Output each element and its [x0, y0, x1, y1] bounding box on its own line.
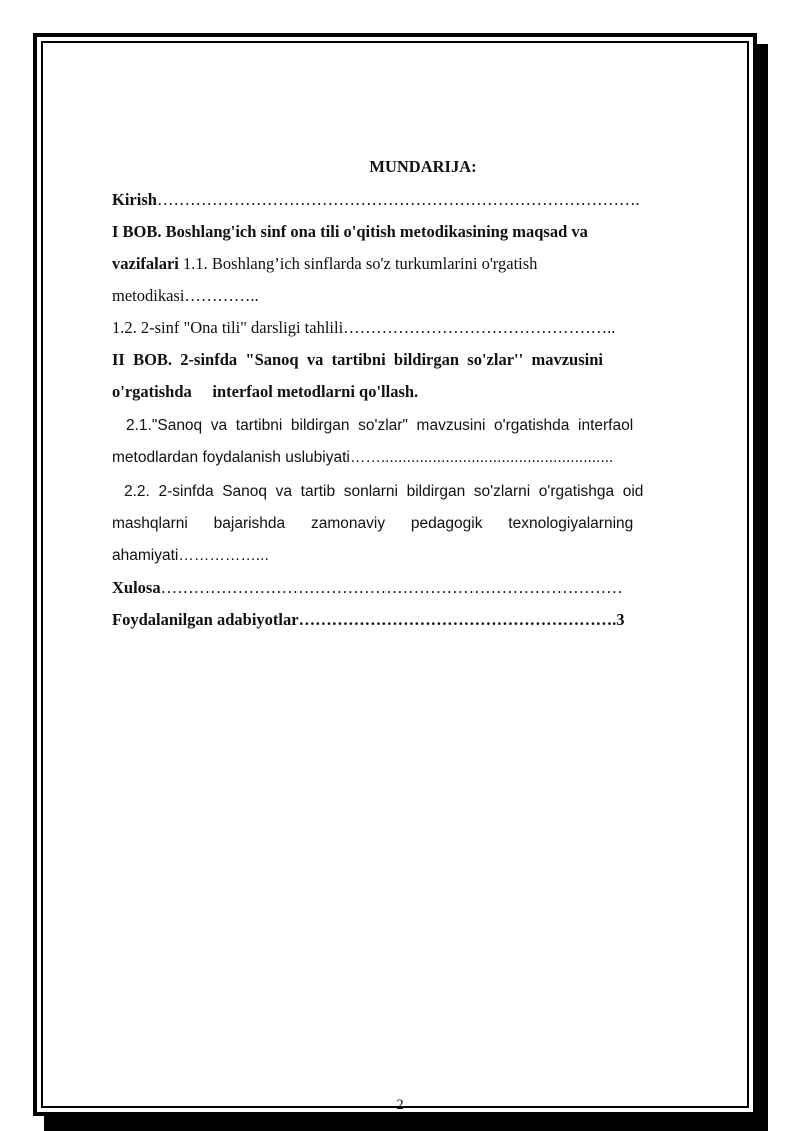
toc-entry-label: Xulosa — [112, 578, 161, 597]
page-number: 2 — [396, 1097, 404, 1113]
toc-entry-chapter-2-cont[interactable]: o'rgatishda interfaol metodlarni qo'llash. — [112, 382, 419, 401]
toc-entry-section-1-2[interactable]: 1.2. 2-sinf "Ona tili" darsligi tahlili………………………………………….. — [112, 318, 616, 337]
toc-entry-chapter-2[interactable]: II BOB. 2-sinfda "Sanoq va tartibni bildirgan so'zlar'' mavzusini — [112, 350, 603, 369]
toc-entry-section-2-1-cont[interactable]: metodlardan foydalanish uslubiyati……...................................................... — [112, 449, 614, 466]
toc-title: MUNDARIJA: — [369, 157, 477, 176]
toc-entry-section-2-2-end[interactable]: ahamiyati……………... — [112, 547, 269, 564]
table-of-contents — [112, 150, 734, 636]
toc-entry-chapter-1-cont[interactable] — [112, 248, 734, 280]
toc-entry-section-1-1: 1.1. Boshlang’ich sinflarda so'z turkumlarini o'rgatish — [178, 254, 538, 273]
toc-entry-xulosa[interactable] — [112, 572, 734, 604]
toc-entry-label: vazifalari — [112, 254, 179, 273]
toc-entry-chapter-1[interactable]: I BOB. Boshlang'ich sinf ona tili o'qitish metodikasining maqsad va — [112, 222, 588, 241]
toc-entry-section-2-2[interactable]: 2.2. 2-sinfda Sanoq va tartib sonlarni bildirgan so'zlarni o'rgatishga oid — [124, 483, 644, 500]
toc-dots: ………………………………………………………………………… — [160, 578, 623, 597]
toc-entry-kirish[interactable] — [112, 184, 734, 216]
toc-entry-section-1-1-cont[interactable]: metodikasi………….. — [112, 286, 259, 305]
toc-entry-label: Kirish — [112, 190, 157, 209]
toc-entry-section-2-1[interactable]: 2.1."Sanoq va tartibni bildirgan so'zlar" mavzusini o'rgatishda interfaol — [126, 417, 634, 434]
toc-entry-section-2-2-cont[interactable]: mashqlarni bajarishda zamonaviy pedagogik texnologiyalarning — [112, 515, 634, 532]
toc-entry-adabiyotlar[interactable]: Foydalanilgan adabiyotlar………………………………………………….3 — [112, 610, 625, 629]
toc-dots: ……………………………………………………………………………. — [156, 190, 640, 209]
